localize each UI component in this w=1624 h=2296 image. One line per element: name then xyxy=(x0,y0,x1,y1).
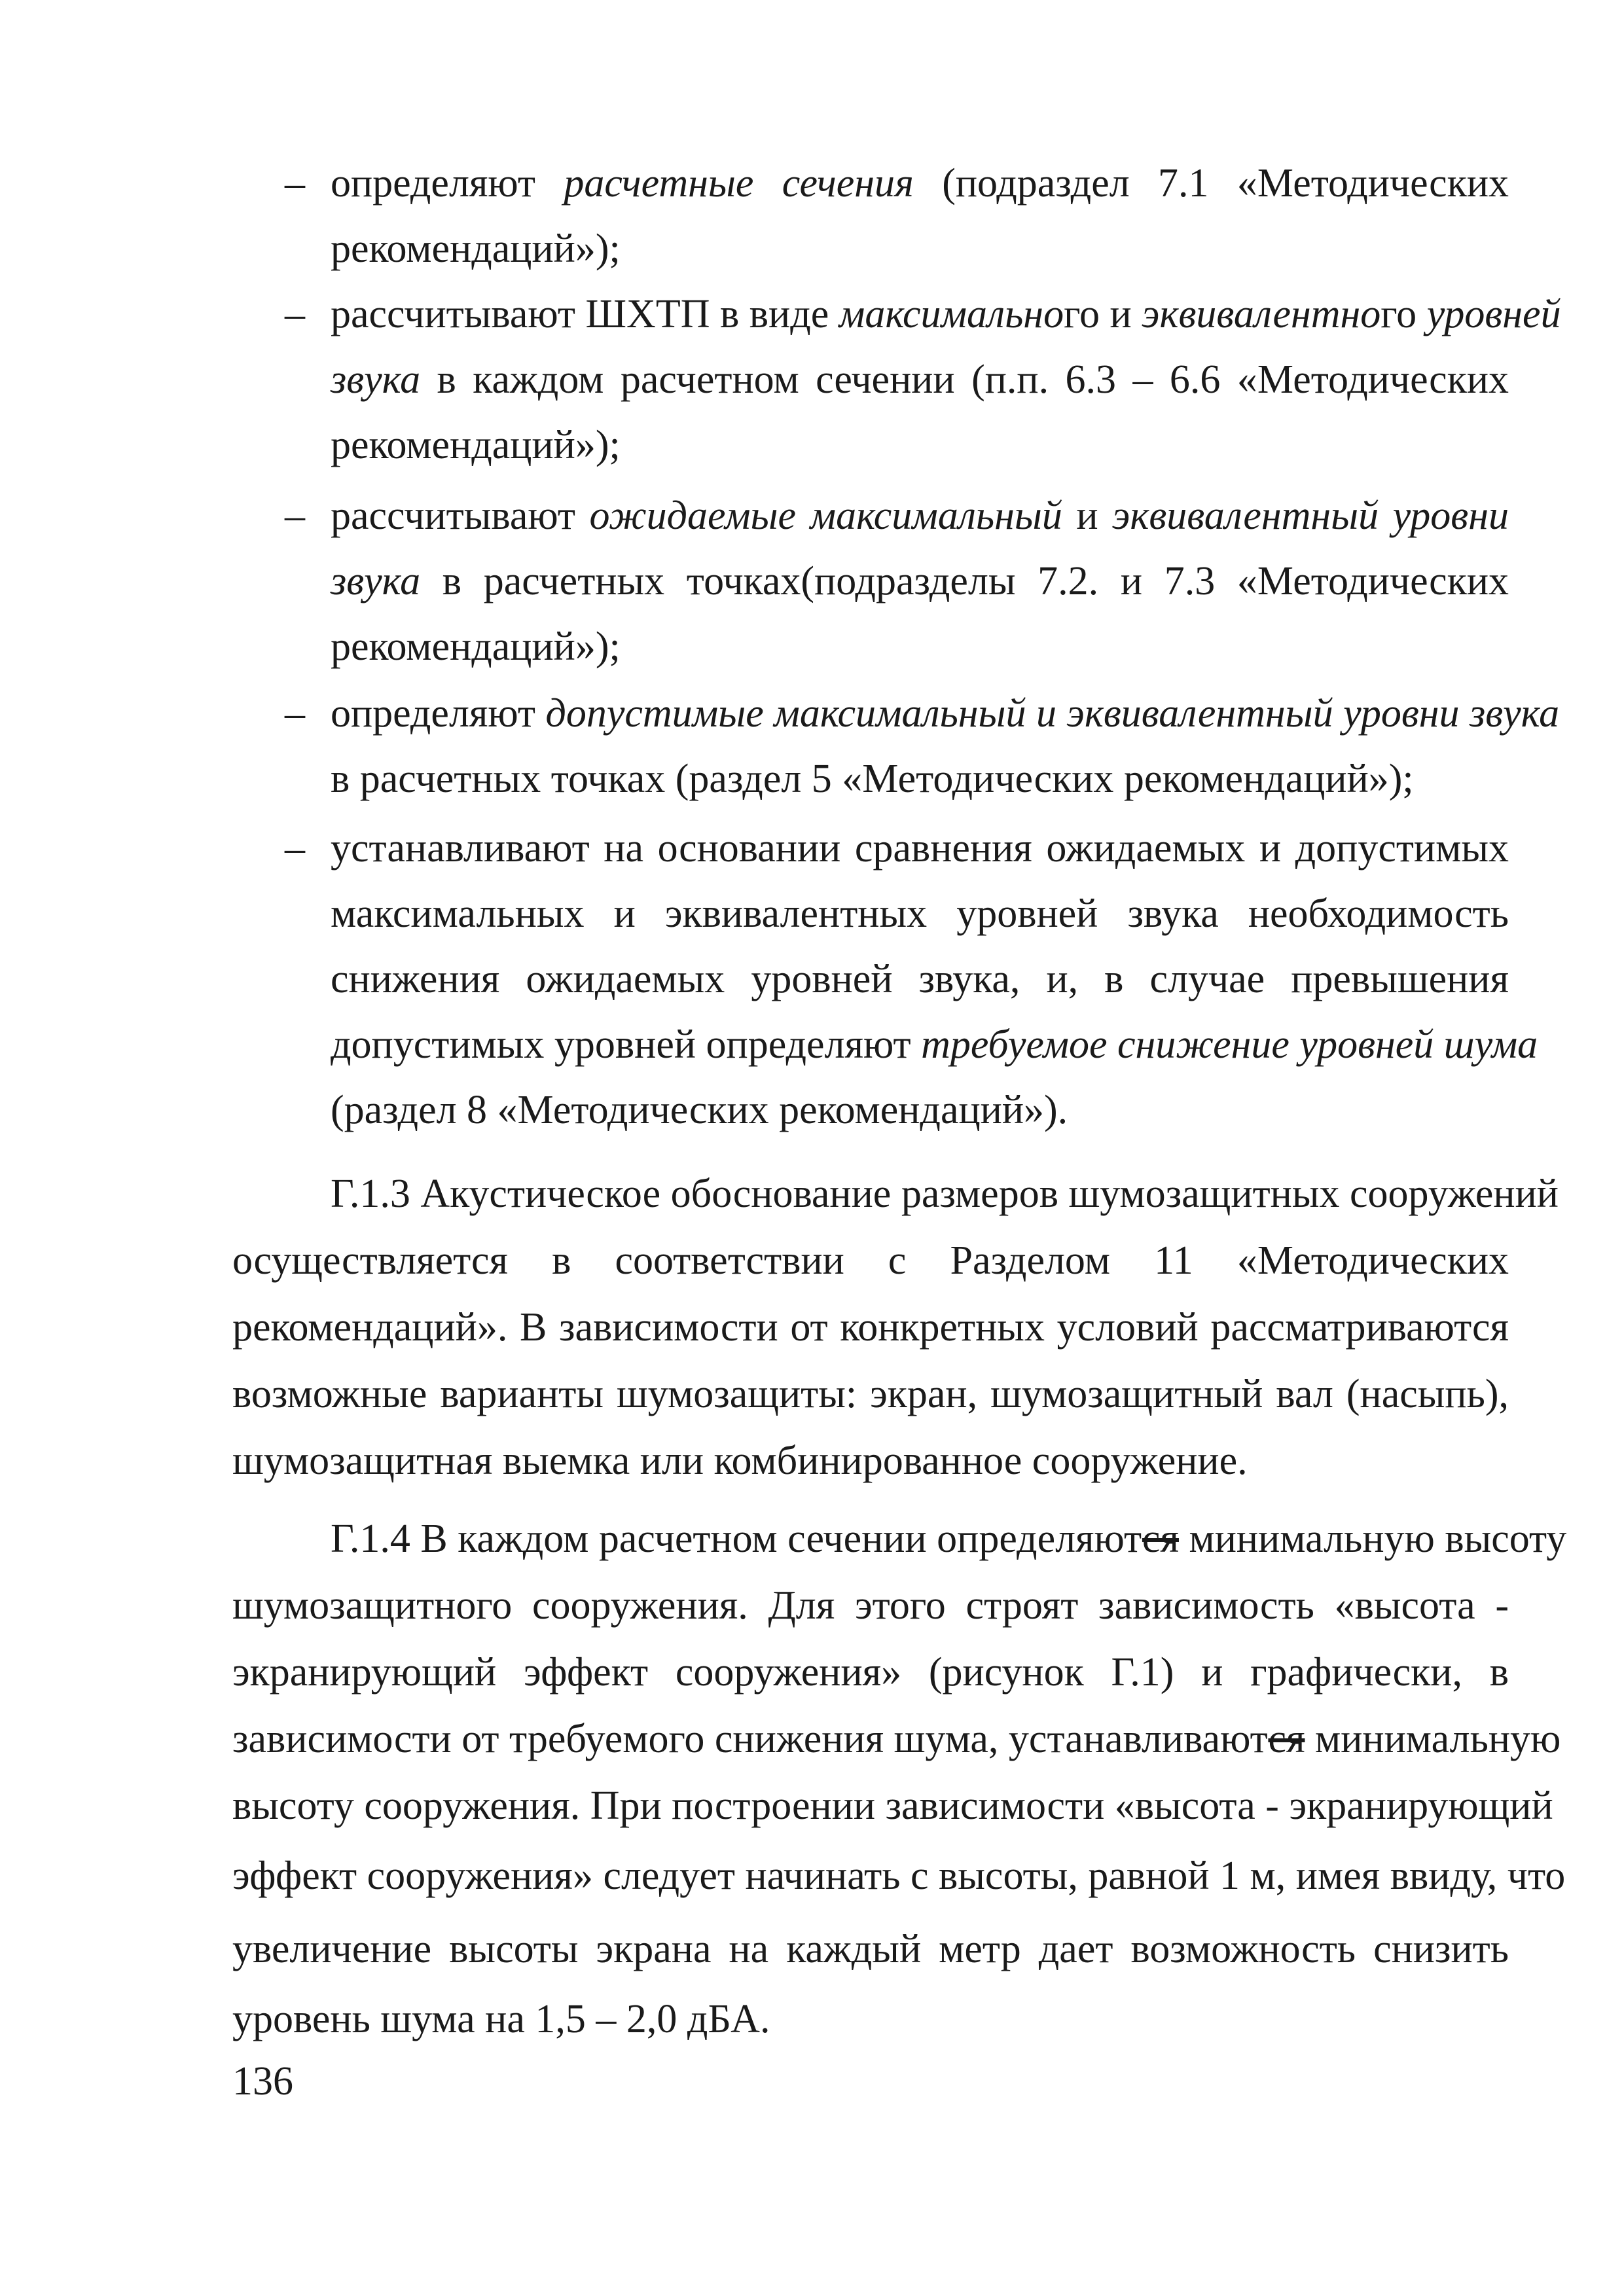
italic-term: уровней xyxy=(1426,292,1561,336)
text-line: определяют допустимые максимальный и эквивалентный уровни звука xyxy=(331,691,1560,736)
italic-term: расчетные сечения xyxy=(564,161,914,206)
italic-term: требуемое снижение уровней шума xyxy=(921,1022,1538,1067)
text-line: определяют расчетные сечения (подраздел 7.1 «Методических xyxy=(331,161,1509,206)
text-line: Г.1.3 Акустическое обоснование размеров шумозащитных сооружений xyxy=(331,1172,1559,1216)
bullet-item-2 xyxy=(285,281,1561,478)
text-line: шумозащитная выемка или комбинированное сооружение. xyxy=(232,1439,1248,1483)
page-number: 136 xyxy=(232,2059,293,2104)
bullet-dash: – xyxy=(285,292,305,336)
text-line: высоту сооружения. При построении зависимости «высота - экранирующий xyxy=(232,1784,1553,1828)
strikethrough-text: ся xyxy=(1142,1516,1179,1561)
bullet-item-4 xyxy=(285,681,1560,812)
text-line: (раздел 8 «Методических рекомендаций»). xyxy=(331,1088,1068,1132)
italic-term: допустимые максимальный и эквивалентный уровни звука xyxy=(545,691,1560,736)
bullet-item-3 xyxy=(285,483,1509,679)
italic-term: максимально xyxy=(839,292,1064,336)
text-line: рекомендаций»); xyxy=(331,423,621,467)
text-line: рассчитывают ШХТП в виде максимального и эквивалентного уровней xyxy=(331,292,1561,336)
text-line: эффект сооружения» следует начинать с высоты, равной 1 м, имея ввиду, что xyxy=(232,1854,1566,1898)
text-line: максимальных и эквивалентных уровней звука необходимость xyxy=(331,891,1509,936)
bullet-dash: – xyxy=(285,493,305,538)
text-line: звука в каждом расчетном сечении (п.п. 6.3 – 6.6 «Методических xyxy=(331,357,1509,402)
text-line: увеличение высоты экрана на каждый метр дает возможность снизить xyxy=(232,1927,1509,1971)
strikethrough-text: ся xyxy=(1268,1717,1305,1761)
text-line: уровень шума на 1,5 – 2,0 дБА. xyxy=(232,1997,770,2041)
text-line: в расчетных точках (раздел 5 «Методических рекомендаций»); xyxy=(331,757,1414,801)
bullet-item-5 xyxy=(285,816,1538,1143)
italic-term: звука xyxy=(331,559,421,603)
italic-term: звука xyxy=(331,357,421,402)
text-line: звука в расчетных точках(подразделы 7.2. и 7.3 «Методических xyxy=(331,559,1509,603)
text-line: допустимых уровней определяют требуемое снижение уровней шума xyxy=(331,1022,1538,1067)
text-line: зависимости от требуемого снижения шума, устанавливаются минимальную xyxy=(232,1717,1561,1761)
text-line: устанавливают на основании сравнения ожидаемых и допустимых xyxy=(331,826,1509,870)
text-line: Г.1.4 В каждом расчетном сечении определяются минимальную высоту xyxy=(331,1516,1567,1561)
text-line: снижения ожидаемых уровней звука, и, в случае превышения xyxy=(331,957,1509,1001)
italic-term: эквивалентно xyxy=(1142,292,1381,336)
italic-term: эквивалентный уровни xyxy=(1112,493,1509,538)
text-line: рекомендаций»); xyxy=(331,226,621,271)
text-line: рассчитывают ожидаемые максимальный и эквивалентный уровни xyxy=(331,493,1509,538)
bullet-dash: – xyxy=(285,691,305,736)
text-line: рекомендаций»); xyxy=(331,624,621,669)
bullet-dash: – xyxy=(285,826,305,870)
text-line: возможные варианты шумозащиты: экран, шумозащитный вал (насыпь), xyxy=(232,1372,1509,1416)
text-line: рекомендаций». В зависимости от конкретных условий рассматриваются xyxy=(232,1305,1509,1350)
paragraph-g-1-4 xyxy=(232,1505,1567,2053)
paragraph-g-1-3 xyxy=(232,1160,1559,1494)
bullet-dash: – xyxy=(285,161,305,206)
text-line: экранирующий эффект сооружения» (рисунок Г.1) и графически, в xyxy=(232,1650,1509,1695)
italic-term: ожидаемые максимальный xyxy=(589,493,1062,538)
text-line: осуществляется в соответствии с Разделом 11 «Методических xyxy=(232,1238,1509,1283)
bullet-item-1 xyxy=(285,151,1509,281)
text-line: шумозащитного сооружения. Для этого строят зависимость «высота - xyxy=(232,1583,1509,1628)
